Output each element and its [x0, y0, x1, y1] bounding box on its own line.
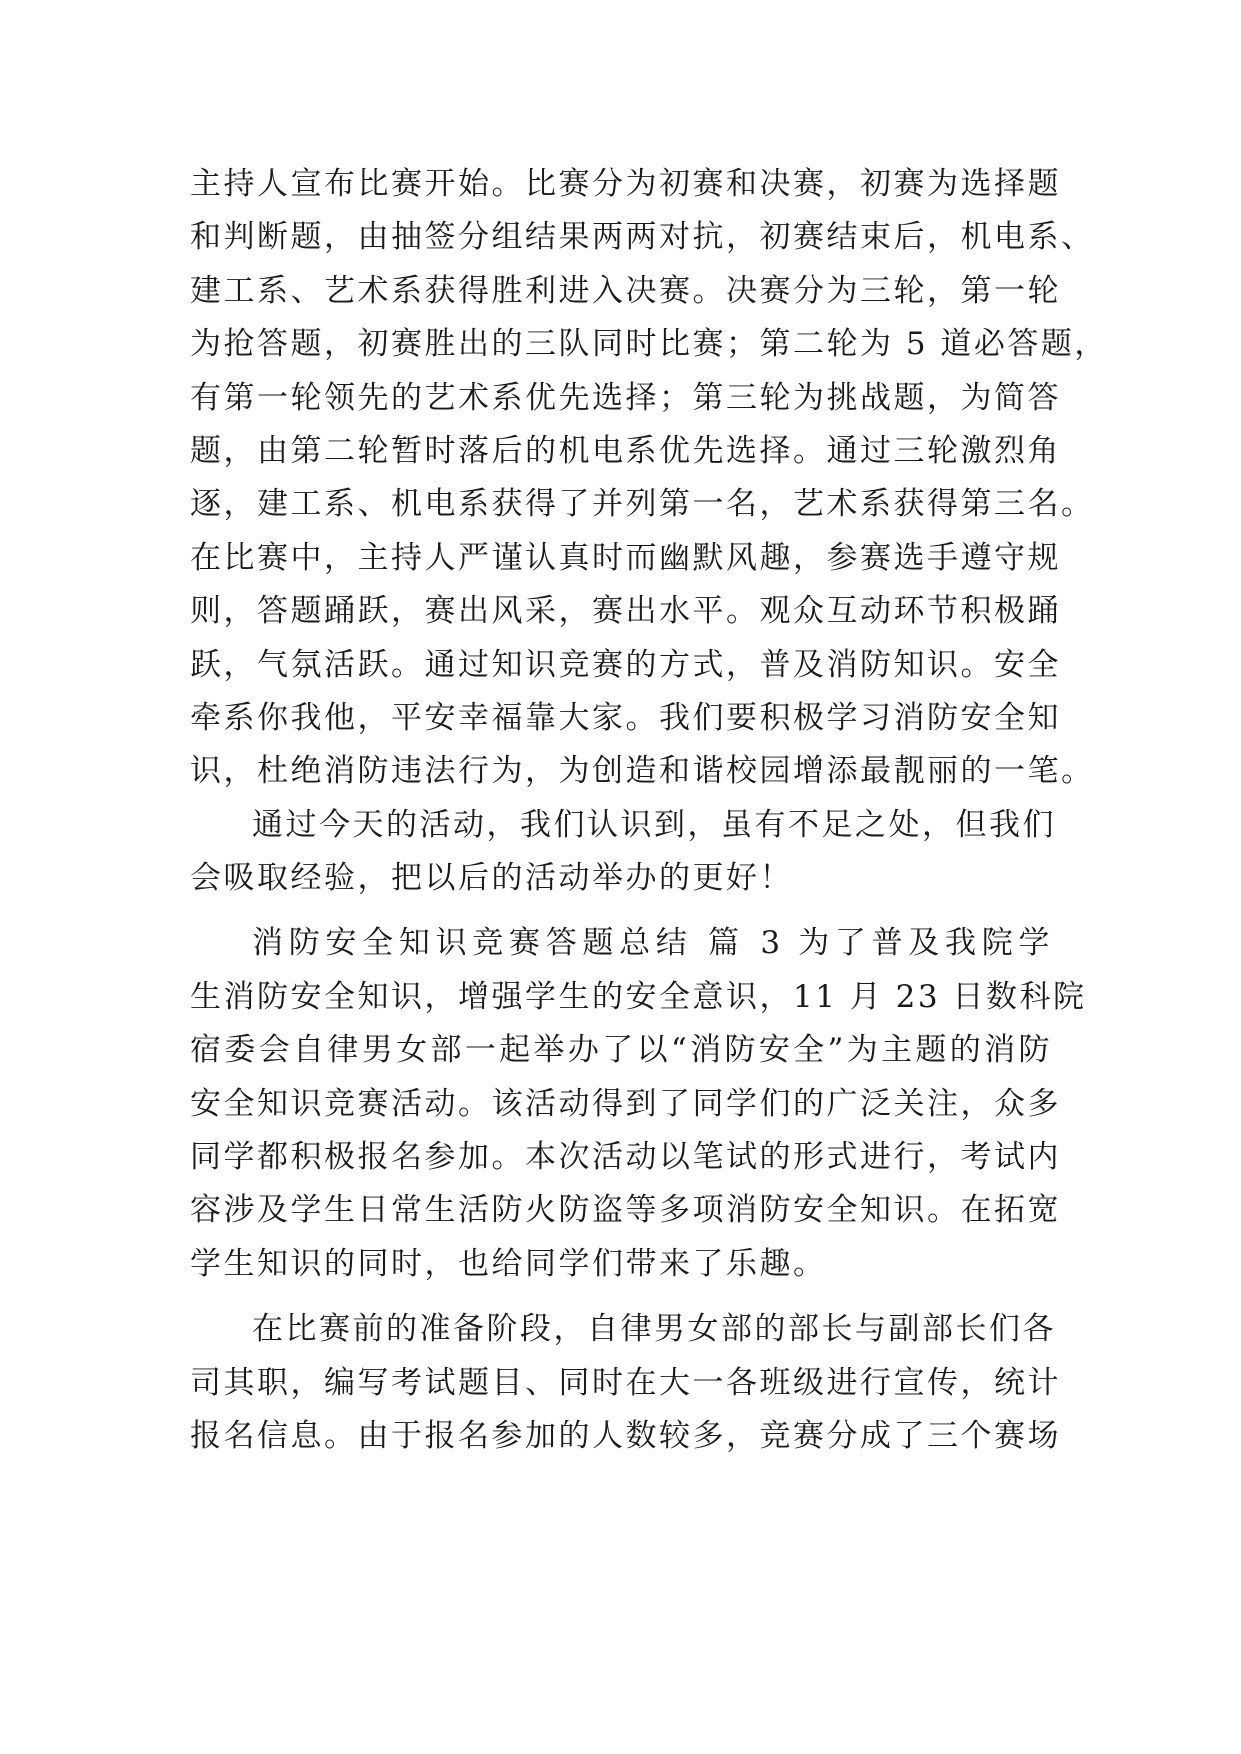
paragraph-gap — [190, 1291, 1052, 1303]
paragraph-1-line-12: 识，杜绝消防违法行为，为创造和谐校园增添最靓丽的一笔。 — [190, 753, 1095, 790]
document-body — [190, 158, 1108, 1463]
paragraph-1-line-11: 牵系你我他，平安幸福靠大家。我们要积极学习消防安全知 — [190, 699, 1061, 736]
paragraph-4-line-3: 报名信息。由于报名参加的人数较多，竞赛分成了三个赛场 — [190, 1417, 1061, 1454]
paragraph-3-line-6: 容涉及学生日常生活防火防盗等多项消防安全知识。在拓宽 — [190, 1192, 1061, 1229]
paragraph-3-line-1: 消防安全知识竞赛答题总结 篇 3 为了普及我院学 — [252, 925, 1052, 962]
paragraph-2-line-2: 会吸取经验，把以后的活动举办的更好！ — [190, 860, 793, 897]
paragraph-1-line-2: 和判断题，由抽签分组结果两两对抗，初赛结束后，机电系、 — [190, 219, 1095, 256]
paragraph-3-line-2: 生消防安全知识，增强学生的安全意识，11 月 23 日数科院 — [190, 978, 1087, 1015]
paragraph-1-line-5: 有第一轮领先的艺术系优先选择；第三轮为挑战题，为简答 — [190, 379, 1061, 416]
paragraph-1-line-4: 为抢答题，初赛胜出的三队同时比赛；第二轮为 5 道必答题， — [190, 326, 1108, 363]
paragraph-1-line-10: 跃，气氛活跃。通过知识竞赛的方式，普及消防知识。安全 — [190, 646, 1061, 683]
paragraph-3-line-5: 同学都积极报名参加。本次活动以笔试的形式进行，考试内 — [190, 1139, 1061, 1176]
paragraph-3-line-3: 宿委会自律男女部一起举办了以“消防安全”为主题的消防 — [190, 1032, 1052, 1069]
paragraph-4-line-2: 司其职，编写考试题目、同时在大一各班级进行宣传，统计 — [190, 1364, 1061, 1401]
paragraph-2-line-1: 通过今天的活动，我们认识到，虽有不足之处，但我们 — [252, 806, 1056, 843]
paragraph-1-line-7: 逐，建工系、机电系获得了并列第一名，艺术系获得第三名。 — [190, 486, 1095, 523]
paragraph-1-line-1: 主持人宣布比赛开始。比赛分为初赛和决赛，初赛为选择题 — [190, 166, 1061, 202]
paragraph-3-line-7: 学生知识的同时，也给同学们带来了乐趣。 — [190, 1245, 827, 1282]
paragraph-3-line-4: 安全知识竞赛活动。该活动得到了同学们的广泛关注，众多 — [190, 1085, 1061, 1122]
paragraph-1-line-6: 题，由第二轮暂时落后的机电系优先选择。通过三轮激烈角 — [190, 432, 1061, 469]
paragraph-gap — [190, 905, 1052, 917]
paragraph-1-line-3: 建工系、艺术系获得胜利进入决赛。决赛分为三轮，第一轮 — [190, 272, 1061, 309]
paragraph-1-line-8: 在比赛中，主持人严谨认真时而幽默风趣，参赛选手遵守规 — [190, 539, 1061, 576]
paragraph-1-line-9: 则，答题踊跃，赛出风采，赛出水平。观众互动环节积极踊 — [190, 593, 1061, 630]
paragraph-4-line-1: 在比赛前的准备阶段，自律男女部的部长与副部长们各 — [252, 1311, 1056, 1348]
